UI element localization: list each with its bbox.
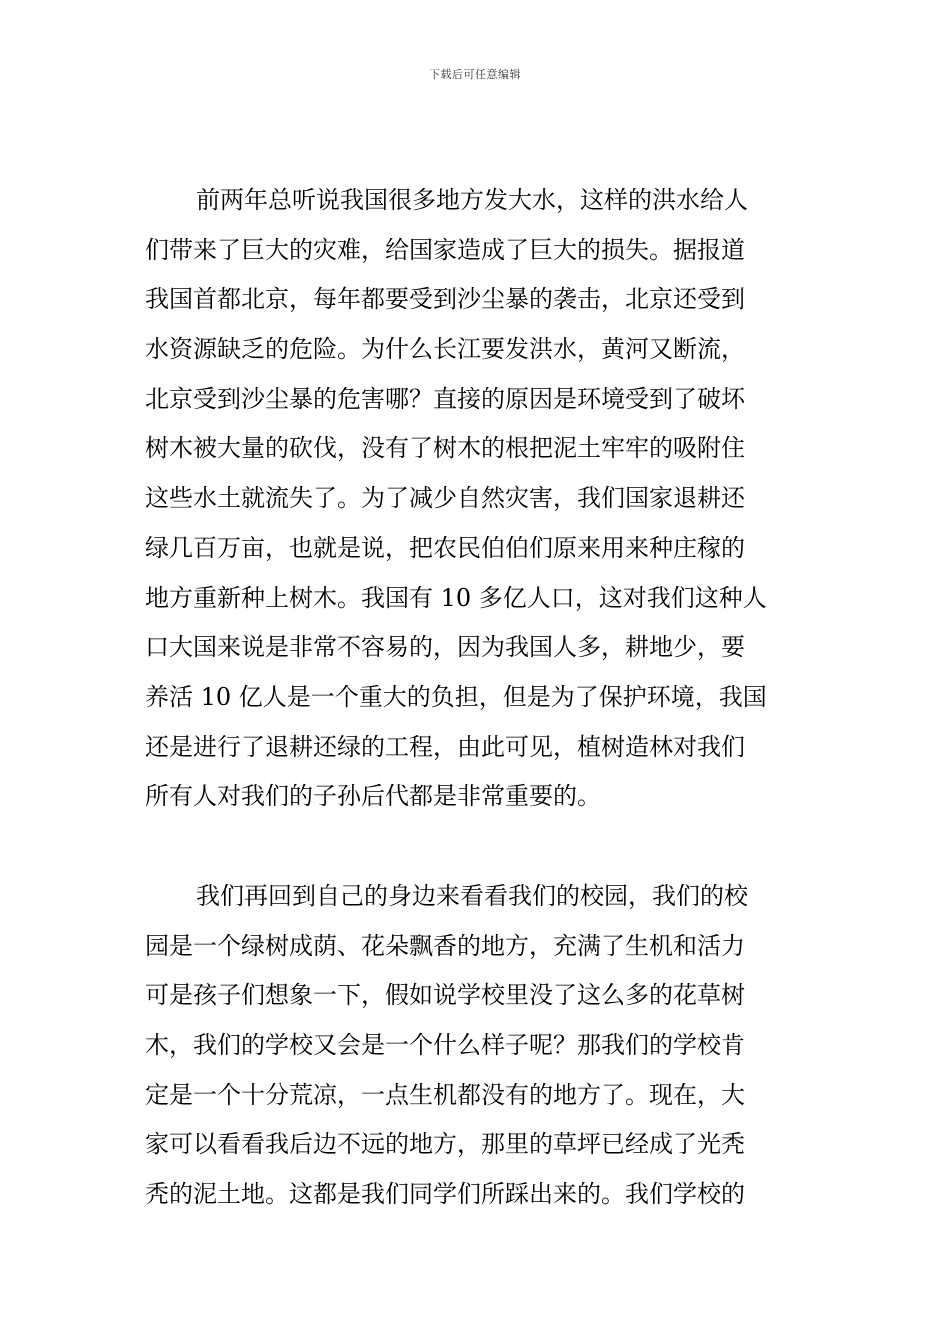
text-line: 树木被大量的砍伐，没有了树木的根把泥土牢牢的吸附住 — [145, 434, 745, 463]
text-line: 木，我们的学校又会是一个什么样子呢？那我们的学校肯 — [145, 1031, 745, 1059]
text-line: 所有人对我们的子孙后代都是非常重要的。 — [145, 782, 601, 811]
text-line: 们带来了巨大的灾难，给国家造成了巨大的损失。据报道 — [145, 235, 745, 264]
text-line: 养活 10 亿人是一个重大的负担，但是为了保护环境，我国 — [145, 682, 767, 711]
text-line: 园是一个绿树成荫、花朵飘香的地方，充满了生机和活力 — [145, 931, 745, 960]
text-line: 秃的泥土地。这都是我们同学们所踩出来的。我们学校的 — [145, 1180, 745, 1209]
text-line: 我们再回到自己的身边来看看我们的校园，我们的校 — [196, 881, 748, 910]
page-header: 下载后可任意编辑 — [429, 68, 521, 81]
text-line: 家可以看看我后边不远的地方，那里的草坪已经成了光秃 — [145, 1130, 745, 1159]
text-line: 这些水土就流失了。为了减少自然灾害，我们国家退耕还 — [145, 484, 745, 513]
text-line: 北京受到沙尘暴的危害哪？直接的原因是环境受到了破坏 — [145, 384, 745, 413]
paragraph-2 — [145, 872, 807, 1220]
paragraph-1 — [145, 176, 807, 822]
document-body — [145, 176, 807, 1220]
text-line: 口大国来说是非常不容易的，因为我国人多，耕地少，要 — [145, 633, 745, 662]
text-line: 绿几百万亩，也就是说，把农民伯伯们原来用来种庄稼的 — [145, 533, 745, 562]
text-line: 地方重新种上树木。我国有 10 多亿人口，这对我们这种人 — [145, 583, 767, 612]
text-line: 还是进行了退耕还绿的工程，由此可见，植树造林对我们 — [145, 732, 745, 761]
paragraph-spacer — [145, 822, 807, 872]
text-line: 定是一个十分荒凉，一点生机都没有的地方了。现在，大 — [145, 1080, 745, 1109]
text-line: 前两年总听说我国很多地方发大水，这样的洪水给人 — [196, 186, 748, 214]
text-line: 水资源缺乏的危险。为什么长江要发洪水，黄河又断流， — [145, 335, 745, 364]
text-line: 可是孩子们想象一下，假如说学校里没了这么多的花草树 — [145, 981, 745, 1010]
text-line: 我国首都北京，每年都要受到沙尘暴的袭击，北京还受到 — [145, 285, 745, 314]
